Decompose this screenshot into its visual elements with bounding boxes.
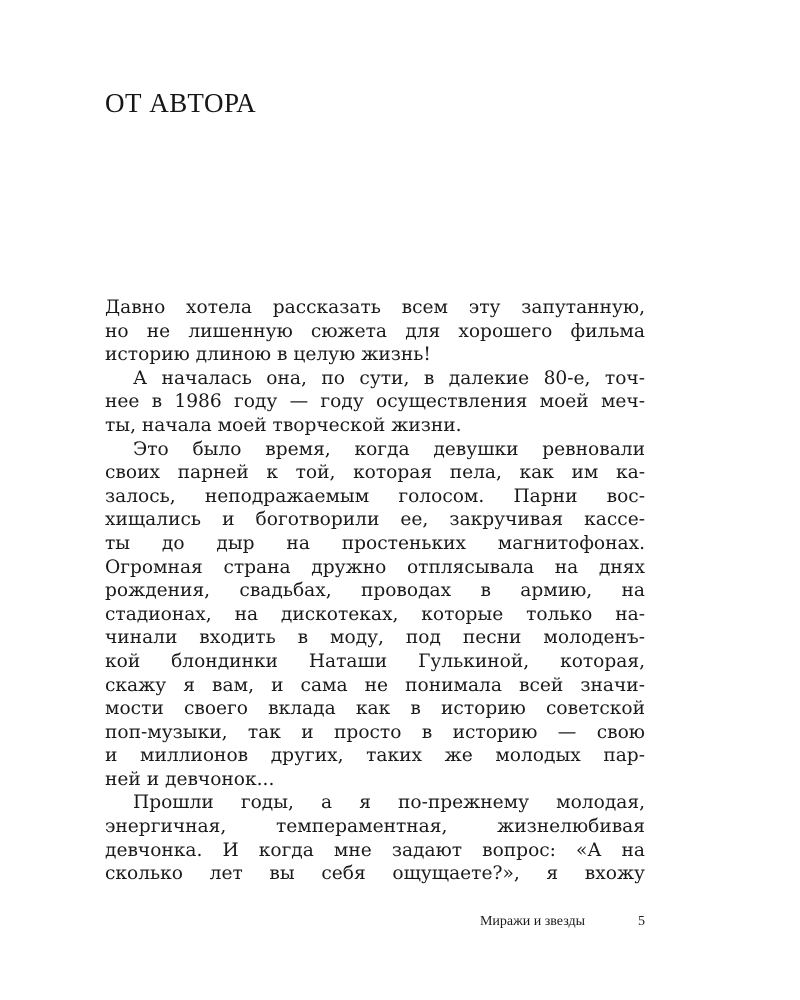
text-line: рождения, свадьбах, проводах в армию, на — [105, 580, 645, 602]
text-line: Это было время, когда девушки ревновали — [133, 438, 645, 460]
text-line: ней и девчонок... — [105, 768, 275, 790]
chapter-title: ОТ АВТОРА — [105, 88, 257, 118]
text-line: кой блондинки Наташи Гулькиной, которая, — [105, 650, 645, 672]
text-line: энергичная, темпераментная, жизнелюбивая — [105, 816, 645, 838]
text-line: чинали входить в моду, под песни молоденъ- — [105, 627, 645, 649]
text-line: своих парней к той, которая пела, как им ка- — [105, 462, 645, 484]
text-line: стадионах, на дискотеках, которые только на- — [105, 603, 645, 625]
text-line: Огромная страна дружно отплясывала на днях — [105, 556, 645, 578]
text-line: сколько лет вы себя ощущаете?», я вхожу — [105, 863, 645, 885]
page-footer — [105, 914, 645, 934]
text-line: Давно хотела рассказать всем эту запутанную, — [105, 297, 645, 318]
text-line: поп-музыки, так и просто в историю — свою — [105, 721, 645, 743]
text-line: нее в 1986 году — году осуществления моей меч- — [105, 391, 645, 413]
body-text — [105, 296, 645, 886]
text-line: хищались и боготворили ее, закручивая кассе- — [105, 509, 645, 531]
running-title: Миражи и звезды — [479, 914, 585, 929]
text-line: и миллионов других, таких же молодых пар- — [105, 745, 645, 767]
text-line: Прошли годы, а я по-прежнему молодая, — [133, 792, 645, 814]
text-line: А началась она, по сути, в далекие 80-е, точ- — [133, 367, 645, 389]
text-line: девчонка. И когда мне задают вопрос: «А на — [105, 839, 645, 861]
text-line: мости своего вклада как в историю советской — [105, 698, 645, 720]
text-line: историю длиною в целую жизнь! — [105, 344, 431, 366]
page-number: 5 — [638, 914, 645, 929]
text-line: ты до дыр на простеньких магнитофонах. — [105, 532, 645, 554]
text-line: залось, неподражаемым голосом. Парни вос- — [105, 485, 645, 507]
text-line: скажу я вам, и сама не понимала всей значи- — [105, 674, 645, 696]
text-line: но не лишенную сюжета для хорошего фильма — [105, 320, 645, 342]
text-line: ты, начала моей творческой жизни. — [105, 414, 462, 436]
